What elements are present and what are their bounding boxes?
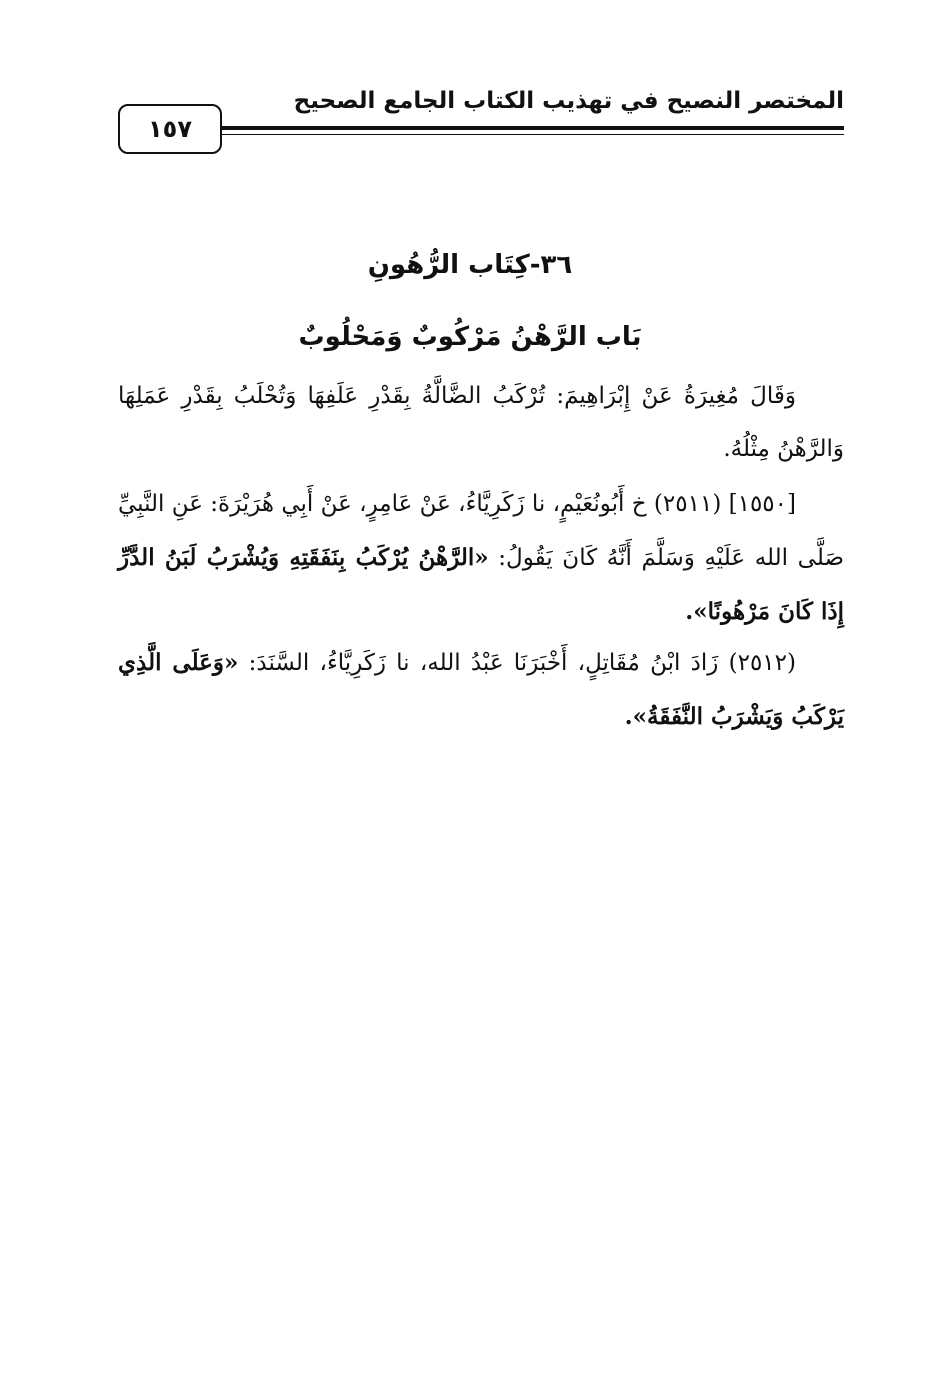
chapter-title: بَاب الرَّهْنُ مَرْكُوبٌ وَمَحْلُوبٌ [298,322,642,352]
hadith-matn: «الرَّهْنُ يُرْكَبُ بِنَفَقَتِهِ وَيُشْرَبُ لَبَنُ الدَّرِّ إِذَا كَانَ مَرْهُونًا». [118,544,844,625]
page-number: ١٥٧ [118,104,222,154]
addition-isnad: (٢٥١٢) زَادَ ابْنُ مُقَاتِلٍ، أَخْبَرَنَا عَبْدُ الله، نا زَكَرِيَّاءُ، السَّنَدَ: [238,650,796,676]
book-title: ٣٦-كِتَاب الرُّهُونِ [367,250,573,280]
header-rule-thick [222,126,844,130]
paragraph-3 [118,636,844,744]
addition-matn: «وَعَلَى الَّذِي يَرْكَبُ وَيَشْرَبُ النَّفَقَةُ». [118,649,844,730]
running-title: المختصر النصيح في تهذيب الكتاب الجامع الصحيح [293,88,844,114]
paragraph-1 [118,370,844,476]
hadith-isnad: [١٥٥٠] (٢٥١١) خ أَبُونُعَيْمٍ، نا زَكَرِيَّاءُ، عَنْ عَامِرٍ، عَنْ أَبِي هُرَيْرَةَ: عَنِ النَّبِيِّ صَلَّى الله عَلَيْهِ وَسَلَّمَ أَنَّهُ كَانَ يَقُولُ: [118,491,844,571]
paragraph-1-text: وَقَالَ مُغِيرَةُ عَنْ إِبْرَاهِيمَ: تُرْكَبُ الضَّالَّةُ بِقَدْرِ عَلَفِهَا وَتُحْلَبُ بِقَدْرِ عَمَلِهَا وَالرَّهْنُ مِثْلُهُ. [118,383,844,462]
paragraph-2 [118,478,844,639]
header-rule-thin [222,134,844,135]
